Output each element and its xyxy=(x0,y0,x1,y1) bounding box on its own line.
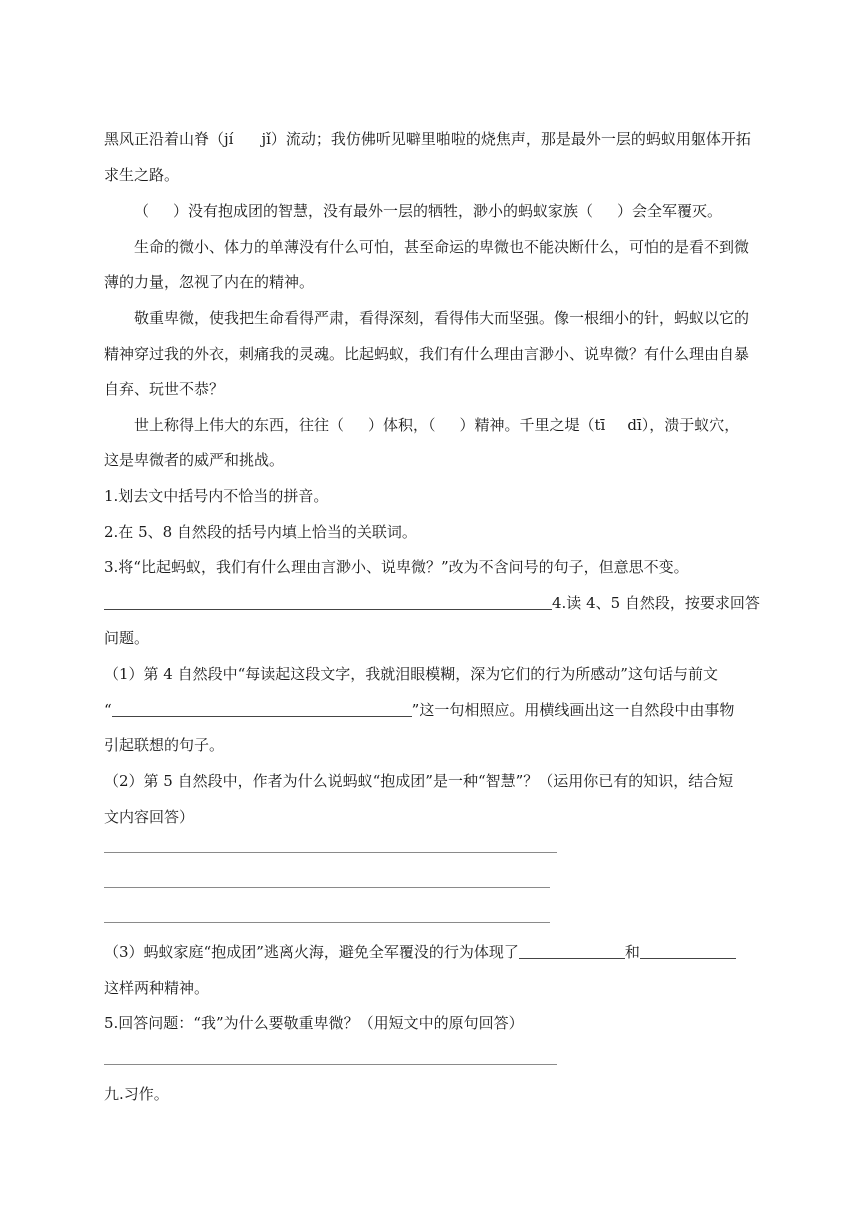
passage-para5-line1 xyxy=(134,415,739,435)
question-4-2-line1: （2）第 5 自然段中，作者为什么说蚂蚁“抱成团”是一种“智慧”？（运用你已有的知识，结合短 xyxy=(104,772,734,790)
answer-line[interactable] xyxy=(104,1064,557,1065)
text-fragment: 和 xyxy=(624,943,640,961)
text-fragment: （3）蚂蚁家庭“抱成团”逃离火海，避免全军覆没的行为体现了 xyxy=(104,943,519,961)
passage-para1-line2: 求生之路。 xyxy=(104,166,180,184)
question-4-1-line2 xyxy=(104,700,734,720)
answer-line[interactable] xyxy=(104,595,552,610)
question-4-3-line1 xyxy=(104,942,736,962)
bracket-open: （ xyxy=(134,202,150,220)
passage-para4-line1: 敬重卑微，使我把生命看得严肃，看得深刻，看得伟大而坚强。像一根细小的针，蚂蚁以它的 xyxy=(134,309,750,327)
question-4-1-line3: 引起联想的句子。 xyxy=(104,736,225,754)
text-fragment: ”这一句相照应。用横线画出这一自然段中由事物 xyxy=(411,701,735,719)
question-5: 5.回答问题：“我”为什么要敬重卑微？（用短文中的原句回答） xyxy=(104,1014,524,1032)
answer-line[interactable] xyxy=(112,702,412,717)
question-3: 3.将“比起蚂蚁，我们有什么理由言渺小、说卑微？”改为不含问号的句子，但意思不变。 xyxy=(104,558,689,576)
question-3-answer-row xyxy=(104,593,760,613)
answer-blank[interactable] xyxy=(640,944,736,959)
passage-para3-line1: 生命的微小、体力的单薄没有什么可怕，甚至命运的卑微也不能决断什么，可怕的是看不到微 xyxy=(134,238,750,256)
question-2: 2.在 5、8 自然段的括号内填上恰当的关联词。 xyxy=(104,523,417,541)
quote-open: “ xyxy=(104,701,112,719)
passage-para4-line2: 精神穿过我的外衣，刺痛我的灵魂。比起蚂蚁，我们有什么理由言渺小、说卑微？有什么理由自暴 xyxy=(104,345,750,363)
passage-para1-line1 xyxy=(104,129,751,149)
text-fragment: ）没有抱成团的智慧，没有最外一层的牺牲，渺小的蚂蚁家族（ xyxy=(173,202,594,220)
passage-para5-line2: 这是卑微者的威严和挑战。 xyxy=(104,451,285,469)
answer-blank[interactable] xyxy=(519,944,625,959)
text-fragment: ）精神。千里之堤（tī xyxy=(459,416,606,434)
text-fragment: ）会全军覆灭。 xyxy=(617,202,723,220)
question-4-1-line1: （1）第 4 自然段中“每读起这段文字，我就泪眼模糊，深为它们的行为所感动”这句话与前文 xyxy=(104,665,718,683)
text-fragment: 黑风正沿着山脊（jí xyxy=(104,130,234,148)
question-4-heading: 4.读 4、5 自然段，按要求回答 xyxy=(552,594,760,612)
passage-para2 xyxy=(134,201,722,221)
question-4-heading-cont: 问题。 xyxy=(104,629,150,647)
text-fragment: 世上称得上伟大的东西，往往（ xyxy=(134,416,345,434)
passage-para3-line2: 薄的力量，忽视了内在的精神。 xyxy=(104,273,315,291)
question-1: 1.划去文中括号内不恰当的拼音。 xyxy=(104,487,329,505)
question-4-3-line2: 这样两种精神。 xyxy=(104,979,210,997)
text-fragment: ）体积，（ xyxy=(368,416,436,434)
text-fragment: jǐ）流动；我仿佛听见噼里啪啦的烧焦声，那是最外一层的蚂蚁用躯体开拓 xyxy=(261,130,751,148)
question-4-2-line2: 文内容回答） xyxy=(104,808,195,826)
answer-line[interactable] xyxy=(104,852,557,853)
section-9-heading: 九.习作。 xyxy=(104,1085,169,1103)
text-fragment: dī），溃于蚁穴， xyxy=(627,416,740,434)
answer-line[interactable] xyxy=(104,887,550,888)
passage-para4-line3: 自弃、玩世不恭？ xyxy=(104,380,225,398)
answer-line[interactable] xyxy=(104,922,550,923)
